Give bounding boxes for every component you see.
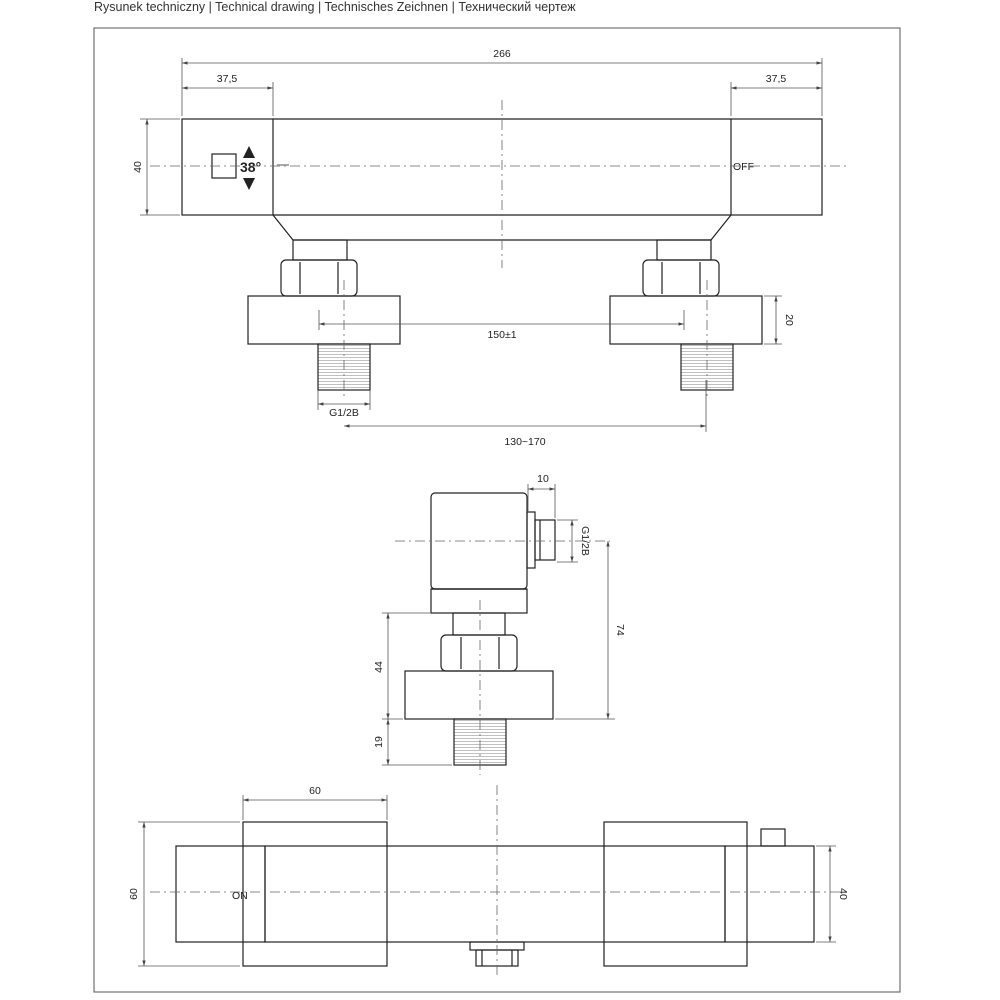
triangle-up-icon (243, 146, 255, 158)
right-inlet-connector (610, 240, 762, 390)
dim-height-to-wall: 74 (614, 624, 626, 636)
front-view (132, 48, 850, 448)
dim-body-height: 40 (132, 161, 144, 173)
off-label: OFF (733, 161, 754, 173)
dim-outlet-thread: G1/2B (579, 526, 591, 556)
left-inlet-connector (248, 240, 400, 390)
dim-adjust-range: 130~170 (504, 436, 546, 448)
dim-thread-length: 19 (373, 736, 385, 748)
dim-right-end-width: 37,5 (765, 73, 787, 85)
side-view (373, 473, 626, 775)
dim-connector-height: 44 (373, 661, 385, 673)
dim-inlet-spacing: 150±1 (487, 329, 517, 341)
dim-escutcheon-spacing: 60 (309, 785, 321, 797)
dim-overall-width: 266 (493, 48, 511, 60)
temperature-knob (212, 146, 289, 190)
dim-outlet-depth: 10 (537, 473, 549, 485)
dim-left-end-width: 37,5 (216, 73, 238, 85)
dim-depth-right: 40 (837, 888, 849, 900)
dim-eccentric-height: 20 (783, 314, 795, 326)
top-view (128, 785, 850, 975)
on-label: ON (232, 890, 248, 902)
triangle-down-icon (243, 178, 255, 190)
dim-depth-left: 60 (128, 888, 140, 900)
drawing-caption: Rysunek techniczny | Technical drawing | Technisches Zeichnen | Технический чертеж (94, 0, 576, 14)
dim-inlet-thread: G1/2B (329, 407, 359, 419)
temperature-label: 38° (240, 159, 262, 175)
